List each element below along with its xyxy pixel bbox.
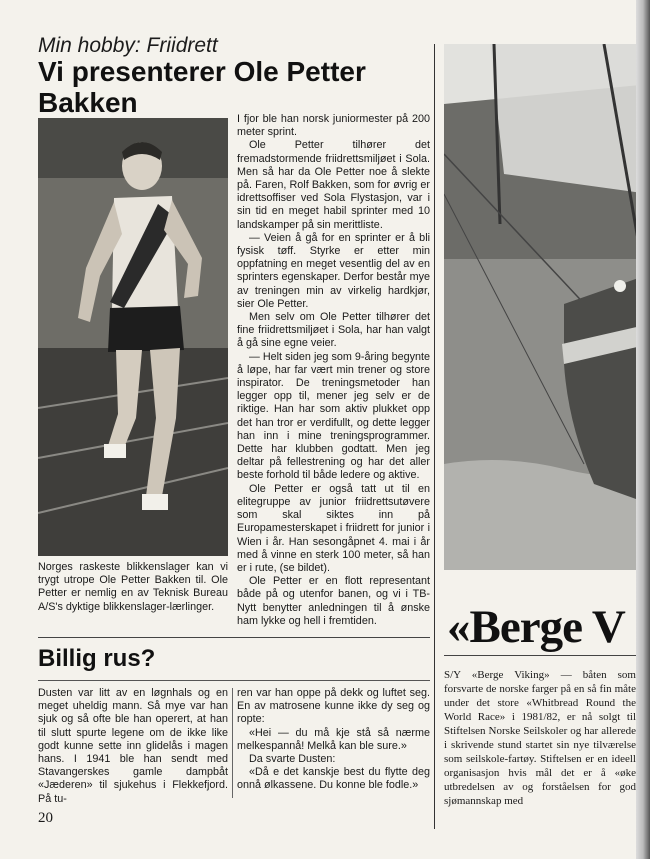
page-number: 20 xyxy=(38,810,53,826)
body-paragraph: Ole Petter tilhører det fremadstormende friidrettsmiljøet i Sola. Men så har da Ole Petter noe å slekte på. Faren, Rolf Bakken, som for øvrig er idrettsoffiser ved Sola Flystasjon, var i sin tid en meget habil sprinter med 10 landskamper på sin merittliste. xyxy=(237,139,430,231)
column-divider xyxy=(232,688,233,798)
second-article-title: Billig rus? xyxy=(38,645,156,672)
article-kicker: Min hobby: Friidrett xyxy=(38,34,218,57)
second-article-left-column xyxy=(38,687,228,806)
body-paragraph: «Då e det kanskje best du flytte deg onnå ølkassene. Du konne ble fodle.» xyxy=(237,766,430,792)
runner-photo xyxy=(38,118,228,556)
boat-article-title: «Berge V xyxy=(447,601,625,653)
body-paragraph: Ole Petter er en flott representant både på og utenfor banen, og vi i TB-Nytt benytter anledningen til å ønske ham lykke og hell i fremtiden. xyxy=(237,575,430,627)
title-underline xyxy=(444,655,650,656)
body-paragraph: I fjor ble han norsk juniormester på 200 meter sprint. xyxy=(237,113,430,139)
body-paragraph: Da svarte Dusten: xyxy=(249,753,336,766)
body-paragraph: Dusten var litt av en løgnhals og en meget uheldig mann. Så mye var han sjuk og så ofte ble han operert, at han til slutt spurte legene om de ikke like godt kunne sette inn glidelås i magen hans. I 1941 ble han sendt med Stavangerskes gamle dampbåt «Jæderen» til sjukehus i Flekkefjord. På tu- xyxy=(38,687,228,805)
sailboat-photo xyxy=(444,44,650,570)
body-paragraph: S/Y «Berge Viking» — båten som forsvarte de norske farger på en så fin måte under det store «Whitbread Round the World Race» i 1981/82, er nå solgt til Stiftelsen Norske Seilskoler og har allerede i skrivende stund startet sin nye tilværelse som seilskole-fartøy. Stiftelsen er en ideell organisasjon hvis mål det er å «øke utbredelsen av og forståelsen for god sjømannskap med xyxy=(444,669,636,807)
body-paragraph: Men selv om Ole Petter tilhører det fine friidrettsmiljøet i Sola, har han valgt å gå sine egne veier. xyxy=(237,311,430,350)
runner-illustration xyxy=(38,118,228,556)
article-body xyxy=(237,113,430,628)
body-paragraph: ren var han oppe på dekk og luftet seg. En av matrosene kunne ikke dy seg og ropte: xyxy=(237,687,430,726)
second-article-right-column xyxy=(237,687,430,793)
section-divider xyxy=(38,637,430,638)
body-paragraph: — Helt siden jeg som 9-åring begynte å løpe, har far vært min trener og store inspirator. De treningsmetoder han legger opp til, mener jeg selv er de riktige. Han har som aktiv plukket opp det han tror er verdifullt, og dette legger han inn i mine treningsprogrammer. Dette har klubben godtatt. Men jeg deltar på fellestrening og har det aller beste forhold til både ledere og aktive. xyxy=(237,350,430,482)
boat-article-body xyxy=(444,668,636,808)
photo-caption: Norges raskeste blikkenslager kan vi trygt utrope Ole Petter Bakken til. Ole Petter er nemlig en av Teknisk Bureau A/S's dyktige blikkenslager-lærlinger. xyxy=(38,561,228,613)
sailboat-illustration xyxy=(444,44,650,570)
column-divider xyxy=(434,44,435,829)
body-paragraph: Ole Petter er også tatt ut til en elitegruppe av junior friidrettsutøvere som skal siktes inn på Europamesterskapet i friidrett for junior i Wien i år. Han sesongåpnet 4. mai i år med å vinne en sterk 100 meter, så han er i rute, (se bildet). xyxy=(237,482,430,574)
title-underline xyxy=(38,680,430,681)
body-paragraph: — Veien å gå for en sprinter er å bli fysisk tøff. Styrke er etter min oppfatning en meget vesentlig del av en sprinters egenskaper. Derfor består mye av treningen min av virkelig hardkjør, sier Ole Petter. xyxy=(237,231,430,310)
article-headline: Vi presenterer Ole Petter Bakken xyxy=(38,56,366,118)
body-paragraph: «Hei — du må kje stå så nærme melkespannå! Melkå kan ble sure.» xyxy=(237,726,430,752)
page-gutter-shadow xyxy=(636,0,650,859)
